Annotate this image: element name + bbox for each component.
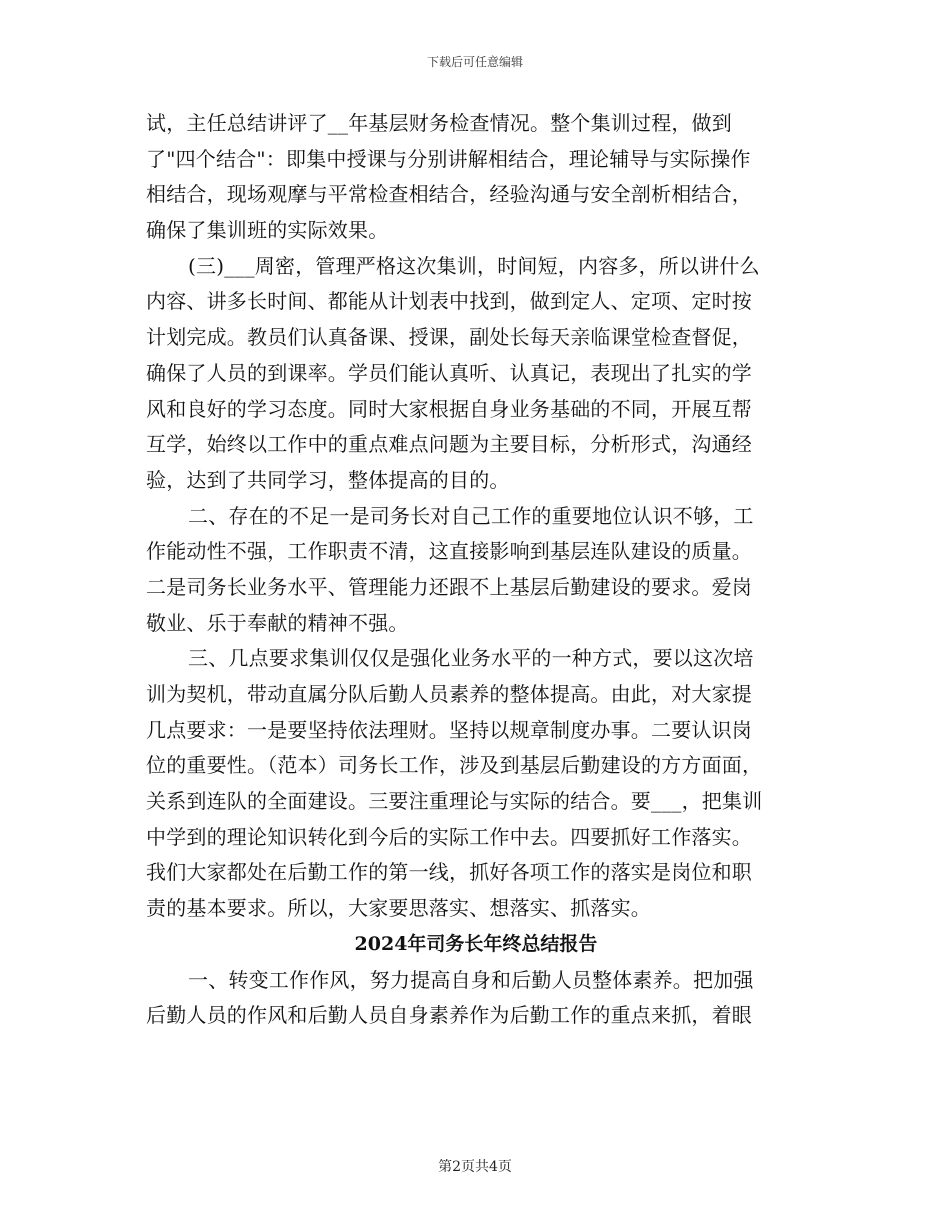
text-line: 相结合，现场观摩与平常检查相结合，经验沟通与安全剖析相结合， xyxy=(146,182,752,207)
page-header: 下载后可任意编辑 xyxy=(426,55,523,69)
text-line: 几点要求：一是要坚持依法理财。坚持以规章制度办事。二要认识岗 xyxy=(146,717,752,742)
text-line: 验，达到了共同学习，整体提高的目的。 xyxy=(146,467,510,492)
text-line: 我们大家都处在后勤工作的第一线，抓好各项工作的落实是岗位和职 xyxy=(146,860,752,885)
text-line: 互学，始终以工作中的重点难点问题为主要目标，分析形式，沟通经 xyxy=(146,432,752,457)
text-line: 关系到连队的全面建设。三要注重理论与实际的结合。要___，把集训 xyxy=(146,789,763,814)
page-footer: 第2页共4页 xyxy=(438,1159,512,1175)
text-line: 位的重要性。（范本）司务长工作，涉及到基层后勤建设的方方面面， xyxy=(146,753,763,778)
document-body xyxy=(146,106,806,1034)
text-line: 训为契机，带动直属分队后勤人员素养的整体提高。由此，对大家提 xyxy=(146,682,752,706)
text-line: 后勤人员的作风和后勤人员自身素养作为后勤工作的重点来抓，着眼 xyxy=(146,1003,752,1028)
text-line: 了"四个结合"：即集中授课与分别讲解相结合，理论辅导与实际操作 xyxy=(146,146,751,171)
text-line: 责的基本要求。所以，大家要思落实、想落实、抓落实。 xyxy=(146,896,651,921)
text-line: 内容、讲多长时间、都能从计划表中找到，做到定人、定项、定时按 xyxy=(146,289,752,314)
text-line: 敬业、乐于奉献的精神不强。 xyxy=(146,610,409,635)
text-line: 试，主任总结讲评了__年基层财务检查情况。整个集训过程，做到 xyxy=(146,111,732,135)
text-line: (三)___周密，管理严格这次集训，时间短，内容多，所以讲什么 xyxy=(188,253,760,278)
text-line: 风和良好的学习态度。同时大家根据自身业务基础的不同，开展互帮 xyxy=(146,396,752,421)
text-line: 二、存在的不足一是司务长对自己工作的重要地位认识不够，工 xyxy=(188,503,754,528)
text-line: 三、几点要求集训仅仅是强化业务水平的一种方式，要以这次培 xyxy=(188,646,754,671)
body-paragraphs-after-title xyxy=(146,963,806,1034)
text-line: 中学到的理论知识转化到今后的实际工作中去。四要抓好工作落实。 xyxy=(146,824,752,849)
section-title: 2024年司务长年终总结报告 xyxy=(354,932,598,955)
text-line: 确保了集训班的实际效果。 xyxy=(146,218,389,243)
text-line: 确保了人员的到课率。学员们能认真听、认真记，表现出了扎实的学 xyxy=(146,360,752,385)
body-paragraphs xyxy=(146,106,806,927)
text-line: 作能动性不强，工作职责不清，这直接影响到基层连队建设的质量。 xyxy=(146,539,752,564)
text-line: 二是司务长业务水平、管理能力还跟不上基层后勤建设的要求。爱岗 xyxy=(146,574,752,599)
text-line: 一、转变工作作风，努力提高自身和后勤人员整体素养。把加强 xyxy=(188,967,754,992)
text-line: 计划完成。教员们认真备课、授课，副处长每天亲临课堂检查督促， xyxy=(146,325,752,350)
